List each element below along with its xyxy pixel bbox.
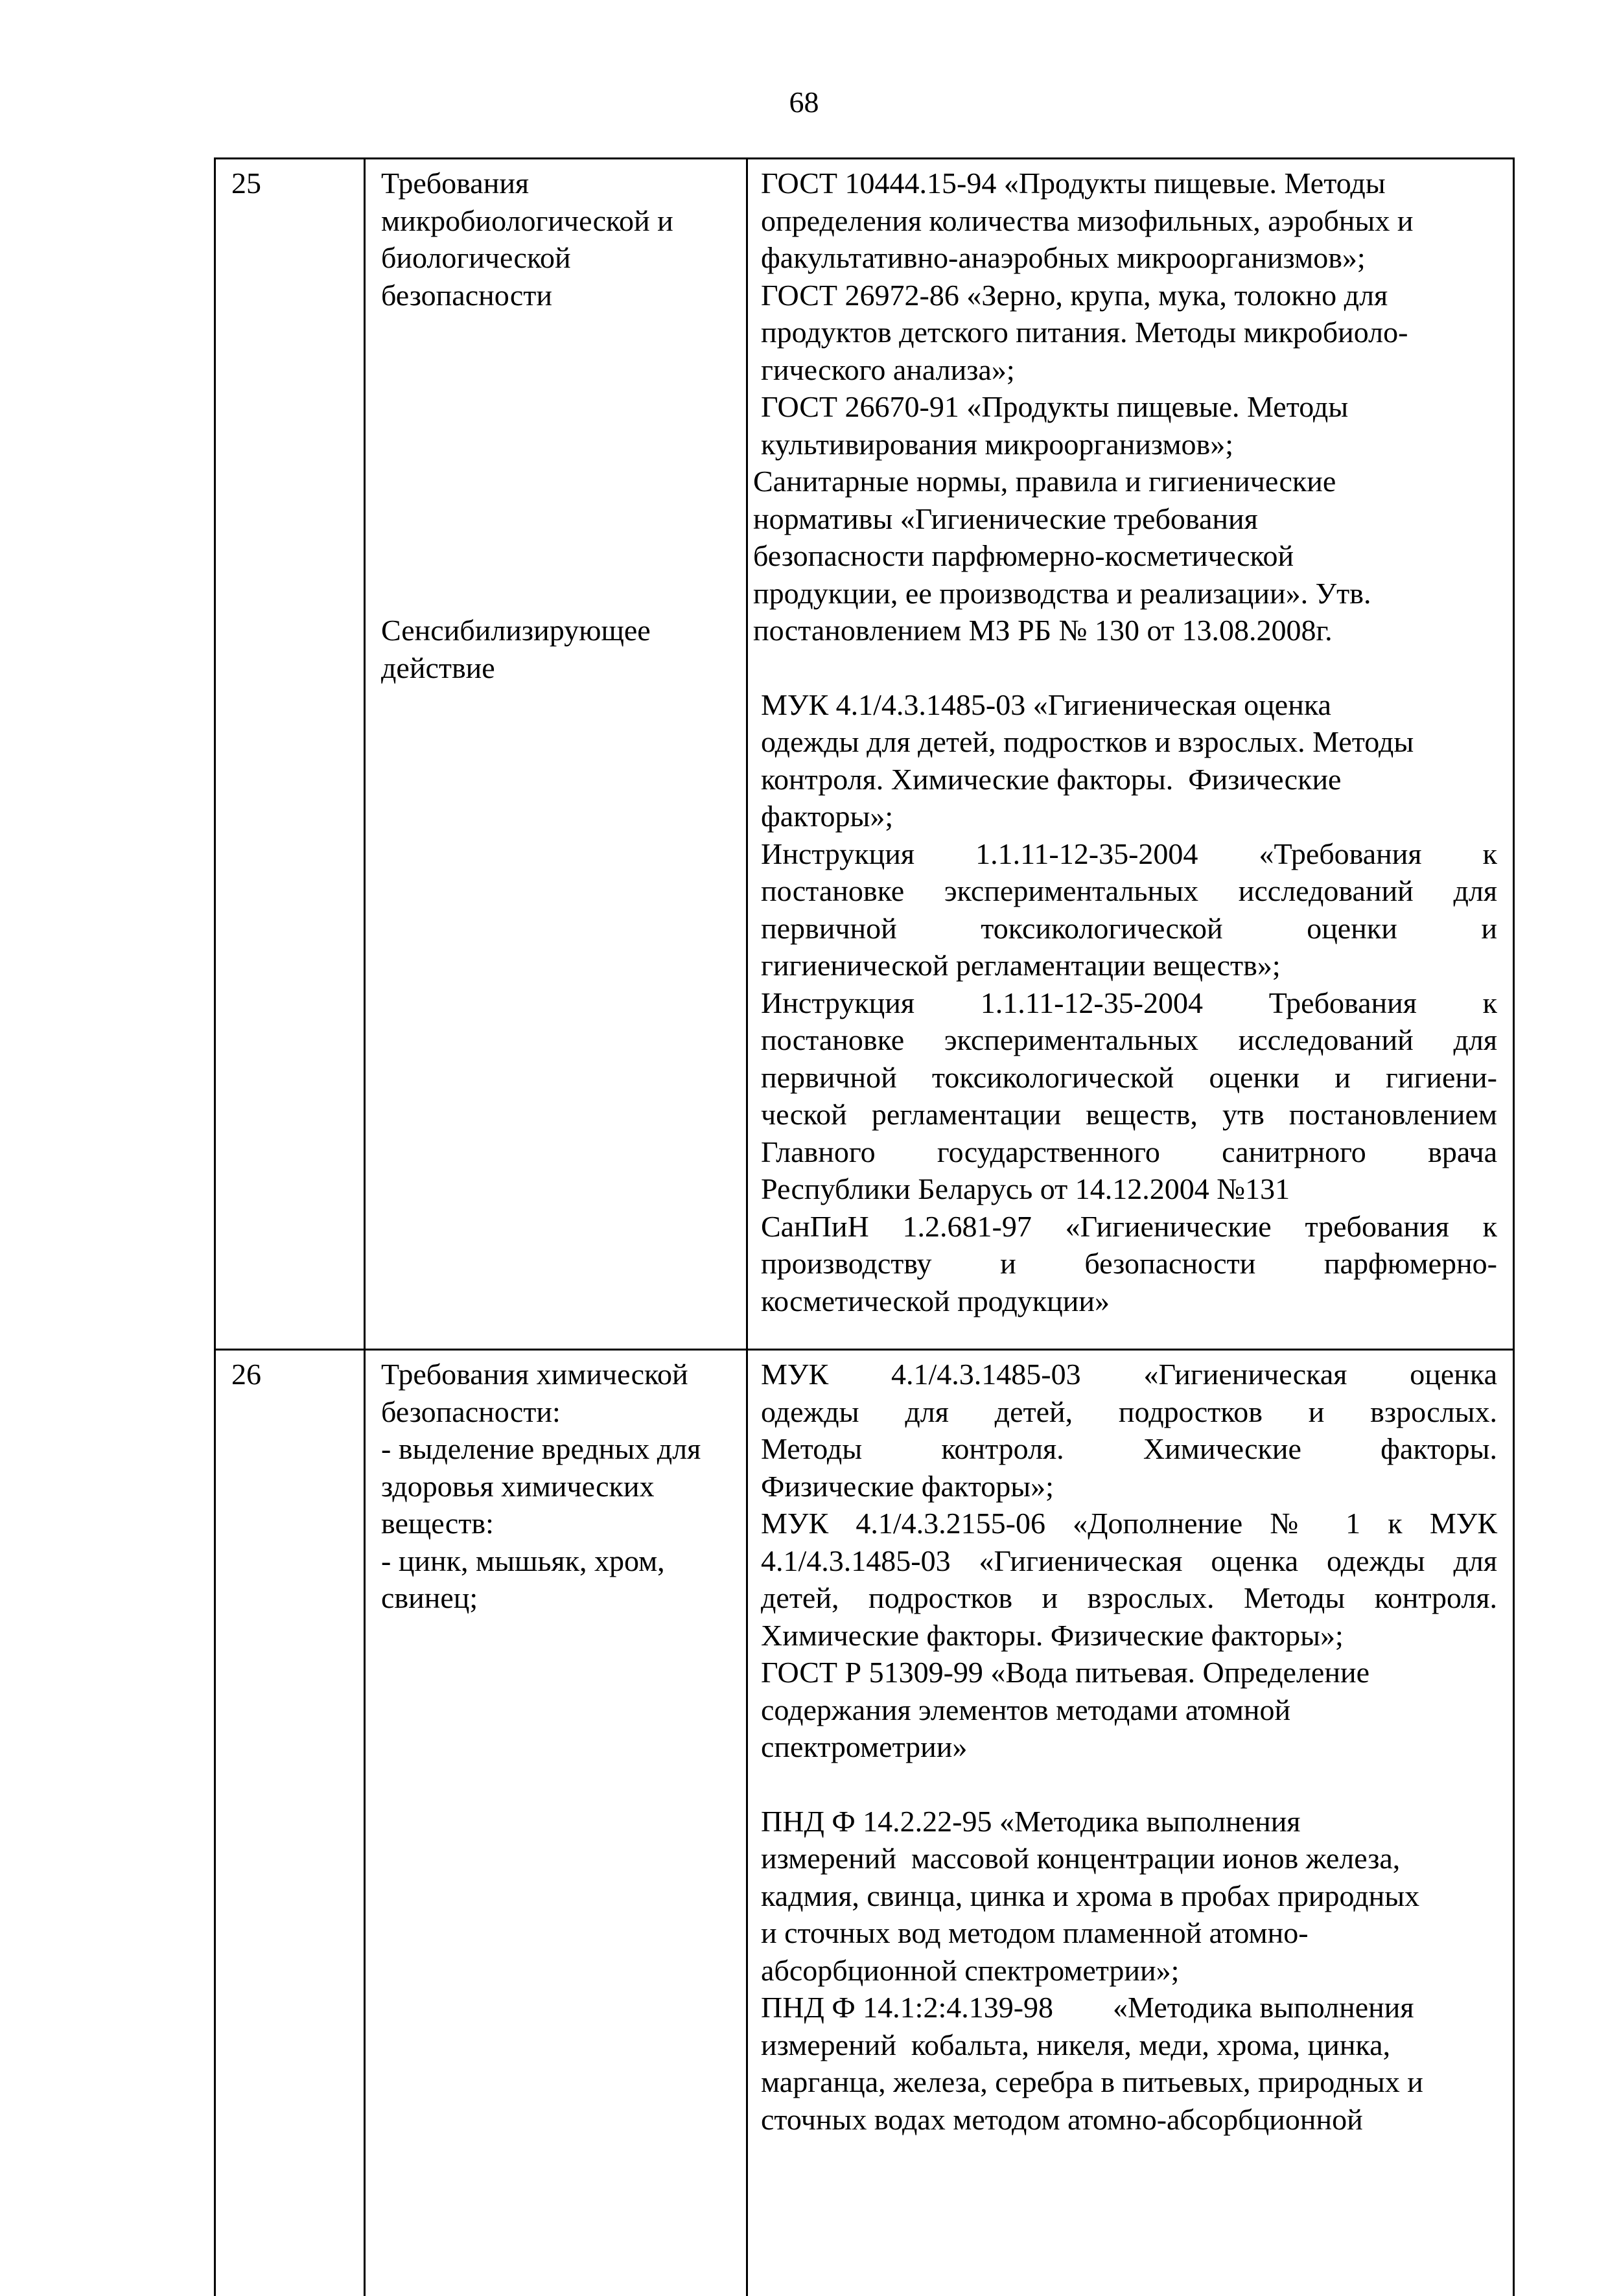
text-line: МУК 4.1/4.3.2155-06 «Дополнение № 1 к МУК: [761, 1505, 1497, 1542]
text-line: продуктов детского питания. Методы микробиоло-: [761, 314, 1497, 351]
text-line: - выделение вредных для: [381, 1430, 738, 1468]
requirement-text: [381, 1356, 738, 1617]
text-line: СанПиН 1.2.681-97 «Гигиенические требования к: [761, 1208, 1497, 1246]
text-line: ГОСТ 26972-86 «Зерно, крупа, мука, толокно для: [761, 277, 1497, 314]
text-line: действие: [381, 649, 738, 687]
text-line: определения количества мизофильных, аэробных и: [761, 202, 1497, 240]
text-line: абсорбционной спектрометрии»;: [761, 1952, 1497, 1989]
text-line: факторы»;: [761, 798, 1497, 835]
text-line: ПНД Ф 14.2.22-95 «Методика выполнения: [761, 1803, 1497, 1840]
text-line: Республики Беларусь от 14.12.2004 №131: [761, 1170, 1497, 1208]
text-line: постановке экспериментальных исследований для: [761, 872, 1497, 910]
text-line: контроля. Химические факторы. Физические: [761, 761, 1497, 798]
requirement-cell: [365, 159, 747, 1350]
standard-entry: [761, 1989, 1497, 2138]
requirement-text: [381, 165, 738, 314]
text-line: сточных водах методом атомно-абсорбционной: [761, 2101, 1497, 2139]
text-line: Требования химической: [381, 1356, 738, 1393]
standard-entry: [761, 165, 1497, 277]
text-line: МУК 4.1/4.3.1485-03 «Гигиеническая оценка: [761, 1356, 1497, 1393]
page-number: 68: [0, 84, 1608, 121]
text-line: измерений массовой концентрации ионов железа,: [761, 1840, 1497, 1877]
text-line: Сенсибилизирующее: [381, 612, 738, 649]
text-line: МУК 4.1/4.3.1485-03 «Гигиеническая оценка: [761, 686, 1497, 724]
text-line: первичной токсикологической оценки и гигиени-: [761, 1059, 1497, 1096]
text-line: и сточных вод методом пламенной атомно-: [761, 1914, 1497, 1952]
requirements-table: [214, 157, 1515, 2296]
text-line: Химические факторы. Физические факторы»;: [761, 1617, 1497, 1654]
text-line: одежды для детей, подростков и взрослых. Методы: [761, 723, 1497, 761]
standard-entry: [761, 388, 1497, 463]
standards-cell: [747, 159, 1514, 1350]
text-line: детей, подростков и взрослых. Методы контроля.: [761, 1579, 1497, 1617]
text-line: микробиологической и: [381, 202, 738, 240]
standard-entry: [761, 1356, 1497, 1505]
text-line: свинец;: [381, 1579, 738, 1617]
text-line: постановке экспериментальных исследований для: [761, 1021, 1497, 1059]
text-line: ческой регламентации веществ, утв постановлением: [761, 1096, 1497, 1133]
text-line: нормативы «Гигиенические требования: [753, 500, 1497, 538]
text-line: гического анализа»;: [761, 351, 1497, 389]
text-line: биологической: [381, 239, 738, 277]
text-line: Инструкция 1.1.11-12-35-2004 Требования к: [761, 984, 1497, 1022]
standard-entry: [761, 686, 1497, 835]
standard-entry: [761, 835, 1497, 984]
text-line: измерений кобальта, никеля, меди, хрома, цинка,: [761, 2026, 1497, 2064]
text-line: содержания элементов методами атомной: [761, 1691, 1497, 1729]
text-line: ПНД Ф 14.1:2:4.139-98 «Методика выполнения: [761, 1989, 1497, 2026]
text-line: спектрометрии»: [761, 1728, 1497, 1766]
requirement-text: [381, 612, 738, 686]
text-line: первичной токсикологической оценки и: [761, 910, 1497, 947]
text-line: безопасности парфюмерно-косметической: [753, 537, 1497, 575]
standard-entry: [753, 463, 1497, 649]
text-line: ГОСТ 10444.15-94 «Продукты пищевые. Методы: [761, 165, 1497, 202]
text-line: Инструкция 1.1.11-12-35-2004 «Требования к: [761, 835, 1497, 873]
standard-entry: [761, 1654, 1497, 1766]
requirement-cell: [365, 1350, 747, 2296]
text-line: косметической продукции»: [761, 1282, 1497, 1320]
text-line: безопасности: [381, 277, 738, 314]
text-line: производству и безопасности парфюмерно-: [761, 1245, 1497, 1282]
text-line: Методы контроля. Химические факторы.: [761, 1430, 1497, 1468]
text-line: Требования: [381, 165, 738, 202]
text-line: Физические факторы»;: [761, 1468, 1497, 1505]
text-line: ГОСТ 26670-91 «Продукты пищевые. Методы: [761, 388, 1497, 426]
table-row: [215, 1350, 1514, 2296]
text-line: кадмия, свинца, цинка и хрома в пробах природных: [761, 1877, 1497, 1915]
standard-entry: [761, 277, 1497, 389]
standard-entry: [761, 1505, 1497, 1654]
text-line: Главного государственного санитрного врача: [761, 1133, 1497, 1171]
text-line: 4.1/4.3.1485-03 «Гигиеническая оценка одежды для: [761, 1542, 1497, 1580]
row-number: 25: [215, 159, 365, 1350]
row-number: 26: [215, 1350, 365, 2296]
standards-cell: [747, 1350, 1514, 2296]
text-line: постановлением МЗ РБ № 130 от 13.08.2008г.: [753, 612, 1497, 649]
text-line: Санитарные нормы, правила и гигиенические: [753, 463, 1497, 500]
text-line: здоровья химических: [381, 1468, 738, 1505]
standard-entry: [761, 1803, 1497, 1989]
standard-entry: [761, 984, 1497, 1208]
text-line: факультативно-анаэробных микроорганизмов»;: [761, 239, 1497, 277]
text-line: веществ:: [381, 1505, 738, 1542]
standard-entry: [761, 1208, 1497, 1320]
text-line: гигиенической регламентации веществ»;: [761, 947, 1497, 984]
text-line: марганца, железа, серебра в питьевых, природных и: [761, 2063, 1497, 2101]
text-line: культивирования микроорганизмов»;: [761, 426, 1497, 463]
text-line: безопасности:: [381, 1393, 738, 1431]
table-row: [215, 159, 1514, 1350]
text-line: одежды для детей, подростков и взрослых.: [761, 1393, 1497, 1431]
text-line: - цинк, мышьяк, хром,: [381, 1542, 738, 1580]
text-line: продукции, ее производства и реализации». Утв.: [753, 575, 1497, 612]
text-line: ГОСТ Р 51309-99 «Вода питьевая. Определение: [761, 1654, 1497, 1691]
